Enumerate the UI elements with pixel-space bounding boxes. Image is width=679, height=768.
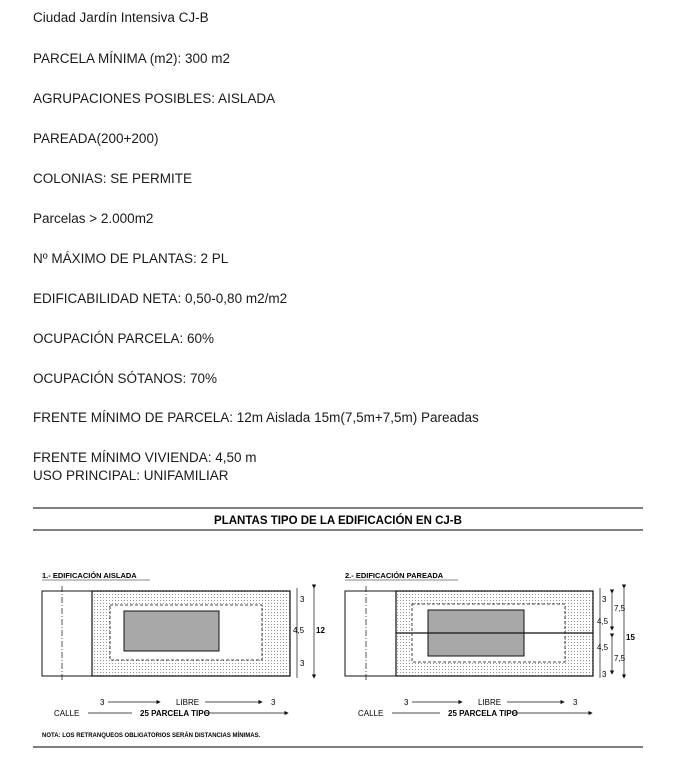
text-line-edificabilidad: EDIFICABILIDAD NETA: 0,50-0,80 m2/m2 [33, 291, 288, 306]
svg-text:3: 3 [602, 670, 607, 679]
text-line-uso-principal: USO PRINCIPAL: UNIFAMILIAR [33, 468, 229, 483]
text-line-ocupacion-sotanos: OCUPACIÓN SÓTANOS: 70% [33, 371, 218, 386]
text-line-frente-vivienda: FRENTE MÍNIMO VIVIENDA: 4,50 m [33, 450, 257, 465]
text-line-colonias: COLONIAS: SE PERMITE [33, 171, 193, 186]
svg-text:LIBRE: LIBRE [478, 698, 502, 707]
svg-text:25 PARCELA TIPO: 25 PARCELA TIPO [448, 709, 518, 718]
svg-text:CALLE: CALLE [54, 709, 80, 718]
svg-text:3: 3 [271, 698, 276, 707]
aislada-diagram [42, 571, 325, 718]
svg-text:4,5: 4,5 [293, 626, 305, 635]
pareada-diagram [345, 571, 635, 718]
svg-text:4,5: 4,5 [597, 617, 609, 626]
aislada-building [124, 611, 219, 651]
svg-text:7,5: 7,5 [614, 604, 626, 613]
figure-title: PLANTAS TIPO DE LA EDIFICACIÓN EN CJ-B [214, 515, 462, 527]
text-line-max-plantas: Nº MÁXIMO DE PLANTAS: 2 PL [33, 251, 229, 266]
svg-text:CALLE: CALLE [358, 709, 384, 718]
text-line-ocupacion-parcela: OCUPACIÓN PARCELA: 60% [33, 331, 215, 346]
svg-text:3: 3 [602, 595, 607, 604]
svg-text:3: 3 [300, 595, 305, 604]
svg-text:3: 3 [573, 698, 578, 707]
svg-text:7,5: 7,5 [614, 654, 626, 663]
svg-text:4,5: 4,5 [597, 643, 609, 652]
text-line-title: Ciudad Jardín Intensiva CJ-B [33, 10, 209, 25]
aislada-label: 1.- EDIFICACIÓN AISLADA [42, 571, 137, 580]
svg-text:LIBRE: LIBRE [176, 698, 200, 707]
svg-text:3: 3 [300, 659, 305, 668]
svg-text:3: 3 [100, 698, 105, 707]
svg-text:15: 15 [626, 633, 635, 642]
plantas-tipo-figure [0, 500, 679, 768]
pareada-label: 2.- EDIFICACIÓN PAREADA [345, 571, 444, 580]
svg-text:25 PARCELA TIPO: 25 PARCELA TIPO [140, 709, 210, 718]
text-line-parcela-minima: PARCELA MÍNIMA (m2): 300 m2 [33, 51, 231, 66]
text-line-parcelas: Parcelas > 2.000m2 [33, 211, 154, 226]
figure-note: NOTA: LOS RETRANQUEOS OBLIGATORIOS SERÁN DISTANCIAS MÍNIMAS. [42, 733, 261, 739]
text-line-pareada: PAREADA(200+200) [33, 131, 159, 146]
svg-text:3: 3 [404, 698, 409, 707]
text-line-frente-parcela: FRENTE MÍNIMO DE PARCELA: 12m Aislada 15m(7,5m+7,5m) Pareadas [33, 410, 479, 425]
svg-text:12: 12 [316, 626, 325, 635]
text-line-agrupaciones: AGRUPACIONES POSIBLES: AISLADA [33, 91, 276, 106]
